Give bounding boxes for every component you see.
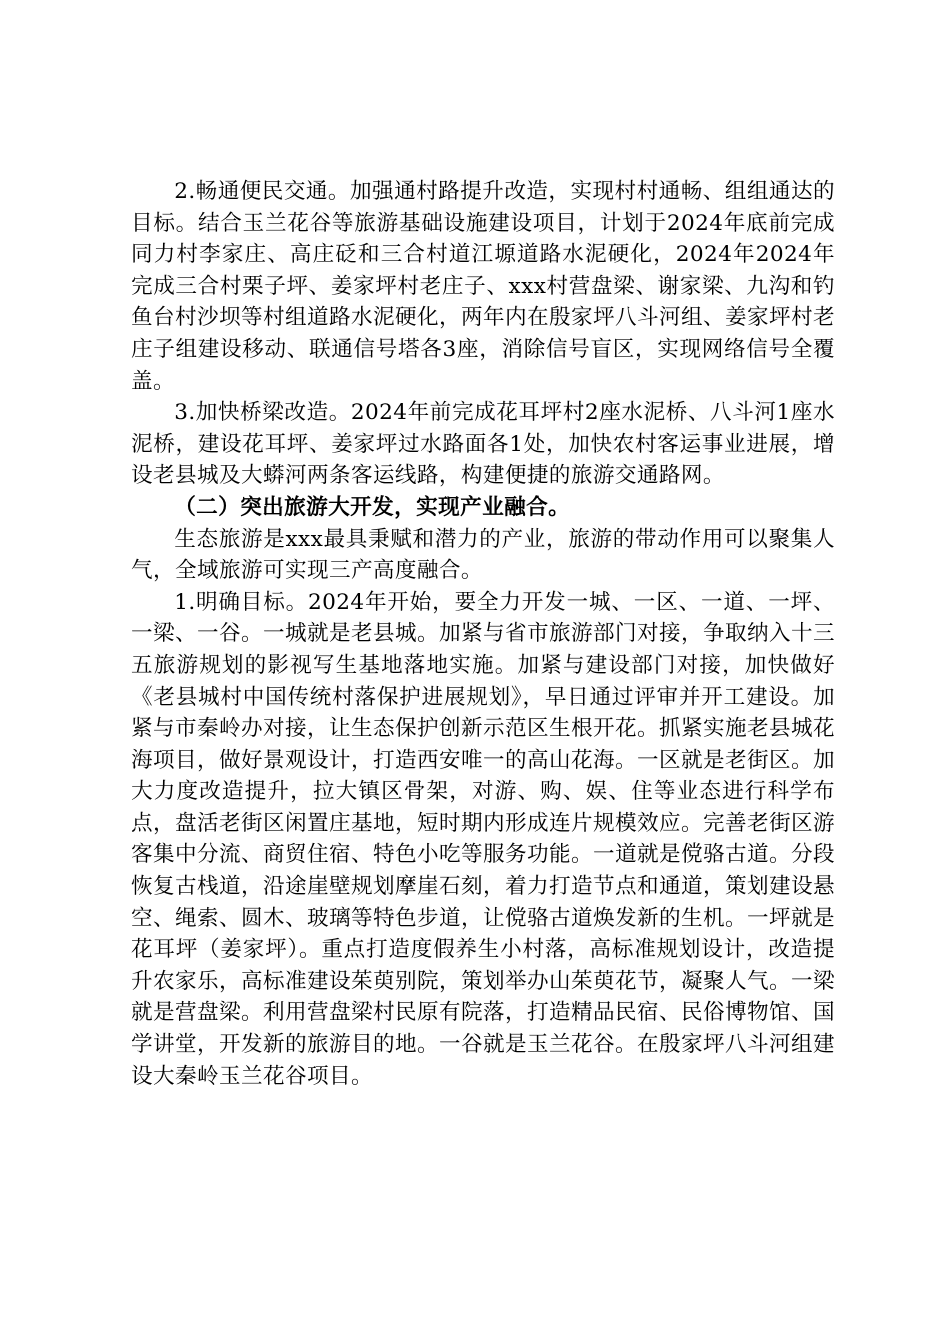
section-heading-tourism: （二）突出旅游大开发，实现产业融合。 [174,494,571,520]
paragraph-eco-tourism: 生态旅游是xxx最具秉赋和潜力的产业，旅游的带动作用可以聚集人气，全域旅游可实现三产高度融合。 [131,526,835,584]
paragraph-transport: 2.畅通便民交通。加强通村路提升改造，实现村村通畅、组组通达的目标。结合玉兰花谷等旅游基础设施建设项目，计划于2024年底前完成同力村李家庄、高庄砭和三合村道江塬道路水泥硬化，2024年2024年完成三合村栗子坪、姜家坪村老庄子、xxx村营盘梁、谢家梁、九沟和钓鱼台村沙坝等村组道路水泥硬化，两年内在殷家坪八斗河组、姜家坪村老庄子组建设移动、联通信号塔各3座，消除信号盲区，实现网络信号全覆盖。 [131,179,835,394]
paragraph-bridges: 3.加快桥梁改造。2024年前完成花耳坪村2座水泥桥、八斗河1座水泥桥，建设花耳坪、姜家坪过水路面各1处，加快农村客运事业进展，增设老县城及大蟒河两条客运线路，构建便捷的旅游交通路网。 [131,400,835,489]
document-body [131,176,835,1092]
paragraph-goals: 1.明确目标。2024年开始，要全力开发一城、一区、一道、一坪、一梁、一谷。一城就是老县城。加紧与省市旅游部门对接，争取纳入十三五旅游规划的影视写生基地落地实施。加紧与建设部门对接，加快做好《老县城村中国传统村落保护进展规划》，早日通过评审并开工建设。加紧与市秦岭办对接，让生态保护创新示范区生根开花。抓紧实施老县城花海项目，做好景观设计，打造西安唯一的高山花海。一区就是老街区。加大力度改造提升，拉大镇区骨架，对游、购、娱、住等业态进行科学布点，盘活老街区闲置庄基地，短时期内形成连片规模效应。完善老街区游客集中分流、商贸住宿、特色小吃等服务功能。一道就是傥骆古道。分段恢复古栈道，沿途崖壁规划摩崖石刻，着力打造节点和通道，策划建设悬空、绳索、圆木、玻璃等特色步道，让傥骆古道焕发新的生机。一坪就是花耳坪（姜家坪）。重点打造度假养生小村落，高标准规划设计，改造提升农家乐，高标准建设茱萸别院，策划举办山茱萸花节，凝聚人气。一梁就是营盘梁。利用营盘梁村民原有院落，打造精品民宿、民俗博物馆、国学讲堂，开发新的旅游目的地。一谷就是玉兰花谷。在殷家坪八斗河组建设大秦岭玉兰花谷项目。 [131,589,835,1089]
